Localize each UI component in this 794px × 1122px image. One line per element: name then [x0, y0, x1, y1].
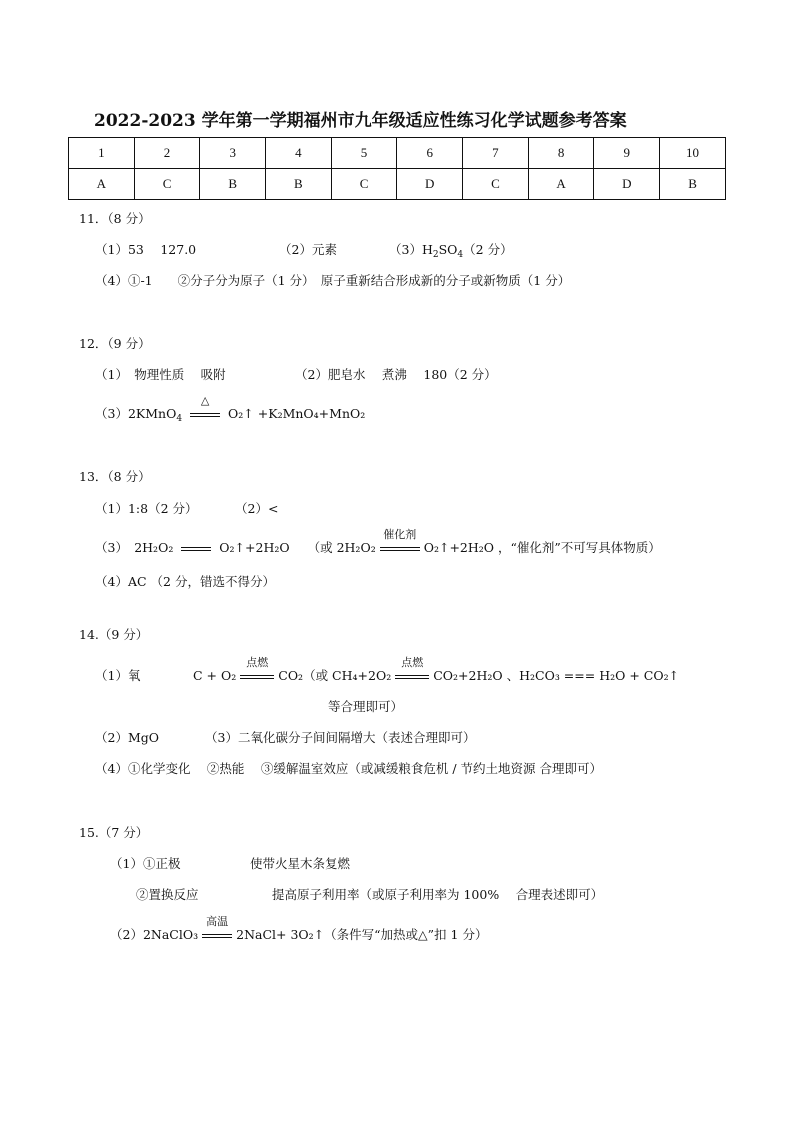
answer-table-answer-row [69, 169, 726, 200]
table-cell-number: 10 [660, 138, 726, 169]
q12-reactant-text: （3）2KMnO [95, 406, 177, 421]
table-cell-number: 4 [266, 138, 332, 169]
table-cell-number: 9 [594, 138, 660, 169]
high-temp-condition: 高温 [206, 915, 229, 928]
q13-line-2 [95, 528, 661, 557]
table-cell-number: 8 [528, 138, 594, 169]
q15-answer-1d: 提高原子利用率（或原子利用率为 100% 合理表述即可） [272, 887, 604, 902]
catalyst-condition: 催化剂 [383, 528, 417, 541]
q14-answer-3: （3）二氧化碳分子间间隔增大（表述合理即可） [205, 730, 476, 745]
q13-alt-equation-products: O₂↑+2H₂O ，“催化剂”不可写具体物质） [423, 540, 661, 555]
reaction-condition-equals [198, 915, 236, 944]
table-cell-answer: A [528, 169, 594, 200]
table-cell-number: 1 [69, 138, 135, 169]
q14-eq1-products: CO₂（或 CH₄+2O₂ [278, 668, 392, 683]
q12-line-2 [95, 394, 366, 428]
q11-answer-1: （1）53 127.0 [95, 242, 197, 257]
table-cell-number: 3 [200, 138, 266, 169]
q13-line-3: （4）AC （2 分，错选不得分） [95, 574, 275, 589]
subscript: 2 [432, 250, 439, 260]
q13-answer-1: （1）1:8（2 分） [95, 501, 198, 516]
q14-equations [193, 656, 680, 685]
q14-eq1-reactants: C + O₂ [193, 668, 237, 683]
ignite-condition: 点燃 [246, 656, 269, 669]
double-bar [181, 547, 211, 551]
table-cell-answer: C [463, 169, 529, 200]
q13-header: 13．（8 分） [79, 469, 151, 484]
table-cell-number: 7 [463, 138, 529, 169]
answer-table [68, 137, 726, 200]
q15-equation-reactant: （2）2NaClO₃ [110, 927, 199, 942]
q14-line-4: （4）①化学变化 ②热能 ③缓解温室效应（或减缓粮食危机 / 节约土地资源 合理即可） [95, 761, 603, 776]
q15-answer-1a: （1）①正极 [110, 856, 181, 871]
answer-table-number-row [69, 138, 726, 169]
q15-equation-products: 2NaCl+ 3O₂↑（条件写“加热或△”扣 1 分） [236, 927, 488, 942]
q11-line-2: （4）①-1 ②分子分为原子（1 分） 原子重新结合形成新的分子或新物质（1 分） [95, 273, 571, 288]
q13-answer-2: （2）< [235, 501, 279, 516]
q12-answer-2: （2）肥皂水 煮沸 180（2 分） [295, 367, 497, 382]
q11-answer-3 [389, 241, 513, 264]
reaction-equals [177, 539, 215, 557]
q14-answer-1: （1）氧 [95, 668, 141, 683]
q12-answer-1: （1） 物理性质 吸附 [95, 367, 226, 382]
q11-answer-3-mid: SO [438, 242, 458, 257]
q15-header: 15.（7 分） [79, 825, 149, 840]
reaction-condition-equals [376, 528, 424, 557]
q11-answer-3-prefix: （3）H [389, 242, 433, 257]
table-cell-answer: B [266, 169, 332, 200]
table-cell-number: 5 [331, 138, 397, 169]
double-bar [380, 547, 420, 551]
table-cell-number: 2 [134, 138, 200, 169]
q15-answer-1c: ②置换反应 [136, 887, 199, 902]
double-bar [395, 675, 429, 679]
table-cell-answer: B [200, 169, 266, 200]
table-cell-answer: A [69, 169, 135, 200]
q14-line-2: 等合理即可） [328, 699, 404, 714]
reaction-condition-equals [236, 656, 278, 685]
double-bar [202, 934, 232, 938]
q12-equation-products: O₂↑ +K₂MnO₄+MnO₂ [228, 406, 366, 421]
table-cell-answer: C [331, 169, 397, 200]
q14-answer-2: （2）MgO [95, 730, 160, 745]
table-cell-answer: D [397, 169, 463, 200]
q11-header: 11．（8 分） [79, 211, 151, 226]
q11-answer-2: （2）元素 [279, 242, 337, 257]
double-bar [190, 413, 220, 417]
page-title: 2022-2023 学年第一学期福州市九年级适应性练习化学试题参考答案 [94, 111, 627, 131]
q12-header: 12．（9 分） [79, 336, 151, 351]
table-cell-number: 6 [397, 138, 463, 169]
q11-answer-3-score: （2 分） [463, 242, 513, 257]
double-bar [240, 675, 274, 679]
table-cell-answer: D [594, 169, 660, 200]
q15-line-3 [110, 915, 488, 944]
q13-equation-products: O₂↑+2H₂O [219, 540, 290, 555]
subscript: 4 [457, 250, 464, 260]
ignite-condition: 点燃 [401, 656, 424, 669]
subscript: 4 [176, 414, 183, 424]
q13-equation-reactant: （3） 2H₂O₂ [95, 540, 174, 555]
table-cell-answer: C [134, 169, 200, 200]
q13-alt-equation-reactant: （或 2H₂O₂ [307, 540, 376, 555]
q12-equation-reactant [95, 406, 183, 424]
table-cell-answer: B [660, 169, 726, 200]
reaction-condition-equals [391, 656, 433, 685]
heat-condition: △ [200, 394, 210, 407]
reaction-condition-equals [186, 394, 224, 423]
q14-eq2-products: CO₂+2H₂O 、H₂CO₃ === H₂O + CO₂↑ [433, 668, 680, 683]
q15-answer-1b: 使带火星木条复燃 [250, 856, 351, 871]
q14-header: 14.（9 分） [79, 627, 149, 642]
